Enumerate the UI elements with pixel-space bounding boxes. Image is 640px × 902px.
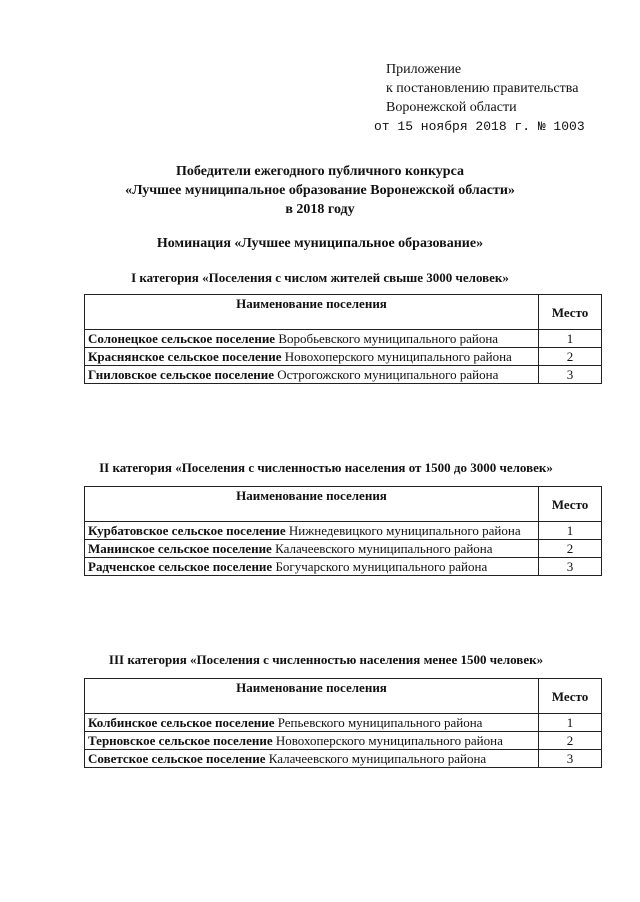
place-cell: 3 xyxy=(539,366,602,384)
district-name: Калачеевского муниципального района xyxy=(268,751,487,766)
settlement-cell xyxy=(85,732,539,750)
settlement-name: Курбатовское сельское поселение xyxy=(88,523,286,538)
table-row xyxy=(85,732,602,750)
settlement-name: Солонецкое сельское поселение xyxy=(88,331,276,346)
settlement-name: Манинское сельское поселение xyxy=(88,541,272,556)
place-cell: 2 xyxy=(539,540,602,558)
table-row xyxy=(85,522,602,540)
settlement-name: Колбинское сельское поселение xyxy=(88,715,275,730)
category-heading: II категория «Поселения с численностью населения от 1500 до 3000 человек» xyxy=(99,460,553,475)
appendix-line: к постановлению правительства xyxy=(386,81,579,96)
district-name: Калачеевского муниципального района xyxy=(275,541,493,556)
place-cell: 3 xyxy=(539,558,602,576)
column-header-name: Наименование поселения xyxy=(85,295,539,330)
place-cell: 1 xyxy=(539,522,602,540)
appendix-date: от 15 ноября 2018 г. № 1003 xyxy=(374,119,585,134)
table-row xyxy=(85,750,602,768)
settlement-name: Радченское сельское поселение xyxy=(88,559,273,574)
place-cell: 3 xyxy=(539,750,602,768)
settlement-name: Краснянское сельское поселение xyxy=(88,349,282,364)
settlement-cell xyxy=(85,366,539,384)
district-name: Богучарского муниципального района xyxy=(275,559,488,574)
document-title xyxy=(0,162,640,219)
place-cell: 1 xyxy=(539,330,602,348)
title-line: Победители ежегодного публичного конкурса xyxy=(176,164,464,179)
table-row xyxy=(85,330,602,348)
appendix-line: Приложение xyxy=(386,62,462,77)
district-name: Репьевского муниципального района xyxy=(277,715,483,730)
appendix-block xyxy=(374,60,585,136)
settlement-cell xyxy=(85,522,539,540)
settlement-cell xyxy=(85,348,539,366)
title-line: в 2018 году xyxy=(285,202,355,217)
district-name: Новохоперского муниципального района xyxy=(275,733,503,748)
place-cell: 2 xyxy=(539,732,602,750)
appendix-line: Воронежской области xyxy=(386,100,517,115)
column-header-name: Наименование поселения xyxy=(85,679,539,714)
settlement-name: Терновское сельское поселение xyxy=(88,733,273,748)
place-cell: 2 xyxy=(539,348,602,366)
column-header-name: Наименование поселения xyxy=(85,487,539,522)
settlement-cell xyxy=(85,330,539,348)
table-row xyxy=(85,558,602,576)
table-row xyxy=(85,714,602,732)
settlement-name: Гниловское сельское поселение xyxy=(88,367,274,382)
place-cell: 1 xyxy=(539,714,602,732)
table-row xyxy=(85,540,602,558)
table-row xyxy=(85,348,602,366)
category-heading: I категория «Поселения с числом жителей свыше 3000 человек» xyxy=(131,270,509,285)
district-name: Нижнедевицкого муниципального района xyxy=(288,523,521,538)
title-line: «Лучшее муниципальное образование Воронежской области» xyxy=(125,183,515,198)
settlement-cell xyxy=(85,540,539,558)
category-heading: III категория «Поселения с численностью населения менее 1500 человек» xyxy=(108,652,544,667)
column-header-place: Место xyxy=(539,295,602,330)
settlement-cell xyxy=(85,714,539,732)
settlement-cell xyxy=(85,558,539,576)
nomination-heading: Номинация «Лучшее муниципальное образование» xyxy=(156,236,484,251)
column-header-place: Место xyxy=(539,487,602,522)
results-table xyxy=(84,678,602,768)
results-table xyxy=(84,486,602,576)
column-header-place: Место xyxy=(539,679,602,714)
settlement-name: Советское сельское поселение xyxy=(88,751,266,766)
results-table xyxy=(84,294,602,384)
table-row xyxy=(85,366,602,384)
district-name: Воробьевского муниципального района xyxy=(278,331,499,346)
district-name: Новохоперского муниципального района xyxy=(284,349,512,364)
settlement-cell xyxy=(85,750,539,768)
district-name: Острогожского муниципального района xyxy=(277,367,499,382)
